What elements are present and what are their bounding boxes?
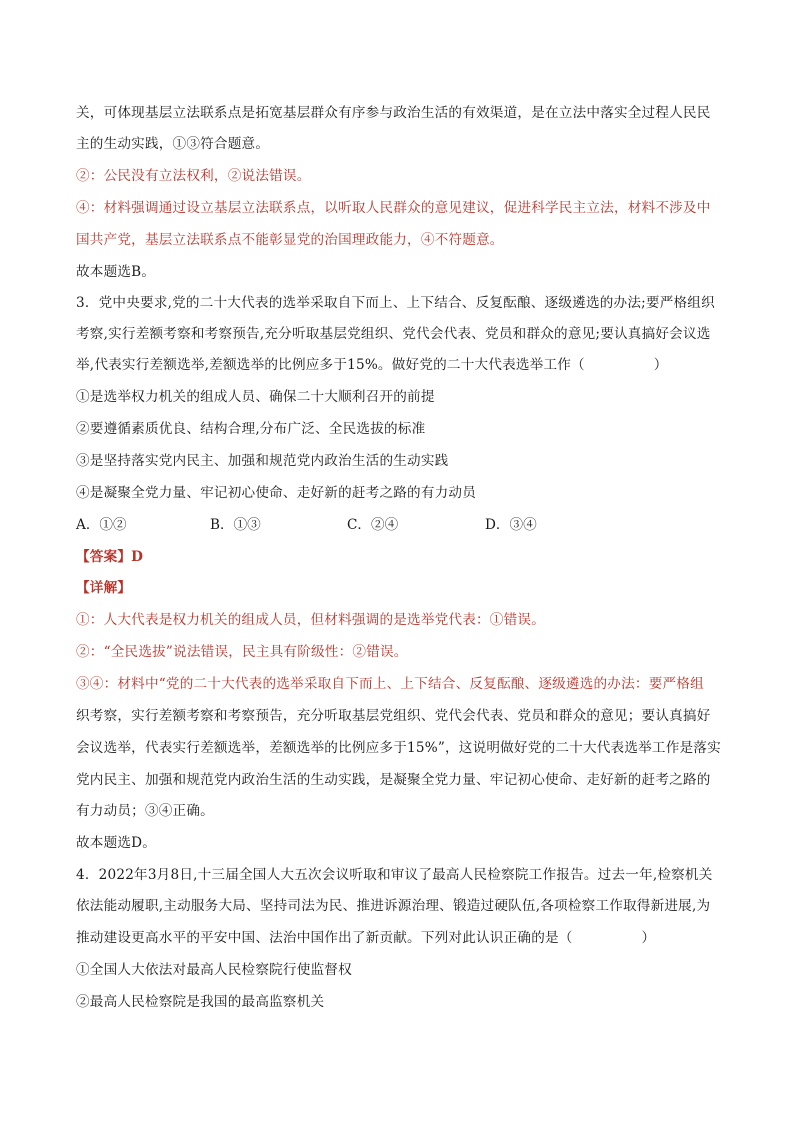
conclusion: 故本题选D。 bbox=[76, 835, 157, 851]
detail-line: ③④：材料中“党的二十大代表的选举采取自下而上、上下结合、反复酝酿、逐级遴选的办法：要严格组 bbox=[76, 676, 704, 692]
detail-line: 织考察，实行差额考察和考察预告，充分听取基层党组织、党代会代表、党员和群众的意见；要认真搞好 bbox=[76, 708, 711, 724]
detail-line: 会议选举，代表实行差额选举，差额选举的比例应多于15%”，这说明做好党的二十大代表选举工作是落实 bbox=[76, 740, 721, 756]
question-stem: 依法能动履职,主动服务大局、坚持司法为民、推进诉源治理、锻造过硬队伍,各项检察工作取得新进展,为 bbox=[76, 898, 711, 914]
option-c: C．②④ bbox=[347, 517, 399, 533]
option-b: B．①③ bbox=[210, 517, 261, 533]
detail-label: 【详解】 bbox=[76, 580, 132, 596]
statement: ②最高人民检察院是我国的最高监察机关 bbox=[76, 994, 325, 1010]
explanation-note: 国共产党，基层立法联系点不能彰显党的治国理政能力，④不符题意。 bbox=[76, 232, 504, 248]
question-stem: 考察,实行差额考察和考察预告,充分听取基层党组织、党代会代表、党员和群众的意见;要认真搞好会议选 bbox=[76, 326, 711, 342]
detail-line: ②：“全民选拔”说法错误，民主具有阶级性：②错误。 bbox=[76, 644, 408, 660]
explanation-line: 关，可体现基层立法联系点是拓宽基层群众有序参与政治生活的有效渠道，是在立法中落实全过程人民民 bbox=[76, 105, 711, 121]
detail-line: 党内民主、加强和规范党内政治生活的生动实践，是凝聚全党力量、牢记初心使命、走好新的赶考之路的 bbox=[76, 772, 711, 788]
detail-line: 有力动员；③④正确。 bbox=[76, 803, 214, 819]
option-d: D．③④ bbox=[485, 517, 537, 533]
statement: ②要遵循素质优良、结构合理,分布广泛、全民选拔的标准 bbox=[76, 421, 426, 437]
detail-line: ①：人大代表是权力机关的组成人员，但材料强调的是选举党代表：①错误。 bbox=[76, 612, 545, 628]
explanation-note: ④：材料强调通过设立基层立法联系点，以听取人民群众的意见建议，促进科学民主立法，材料不涉及中 bbox=[76, 200, 711, 216]
statement: ③是坚持落实党内民主、加强和规范党内政治生活的生动实践 bbox=[76, 453, 449, 469]
answer-label: 【答案】D bbox=[76, 549, 144, 565]
question-stem: 举,代表实行差额选举,差额选举的比例应多于15%。做好党的二十大代表选举工作（ ） bbox=[76, 357, 668, 373]
statement: ①是选举权力机关的组成人员、确保二十大顺利召开的前提 bbox=[76, 389, 435, 405]
explanation-note: ②：公民没有立法权利，②说法错误。 bbox=[76, 168, 311, 184]
question-stem: 4．2022年3月8日,十三届全国人大五次会议听取和审议了最高人民检察院工作报告。过去一年,检察机关 bbox=[76, 867, 713, 883]
explanation-line: 主的生动实践，①③符合题意。 bbox=[76, 136, 270, 152]
question-stem: 3．党中央要求,党的二十大代表的选举采取自下而上、上下结合、反复酝酿、逐级遴选的办法;要严格组织 bbox=[76, 295, 715, 311]
option-a: A．①② bbox=[76, 517, 127, 533]
question-stem: 推动建设更高水平的平安中国、法治中国作出了新贡献。下列对此认识正确的是（ ） bbox=[76, 930, 656, 946]
conclusion: 故本题选B。 bbox=[76, 264, 156, 280]
statement: ④是凝聚全党力量、牢记初心使命、走好新的赶考之路的有力动员 bbox=[76, 485, 477, 501]
statement: ①全国人大依法对最高人民检察院行使监督权 bbox=[76, 962, 352, 978]
